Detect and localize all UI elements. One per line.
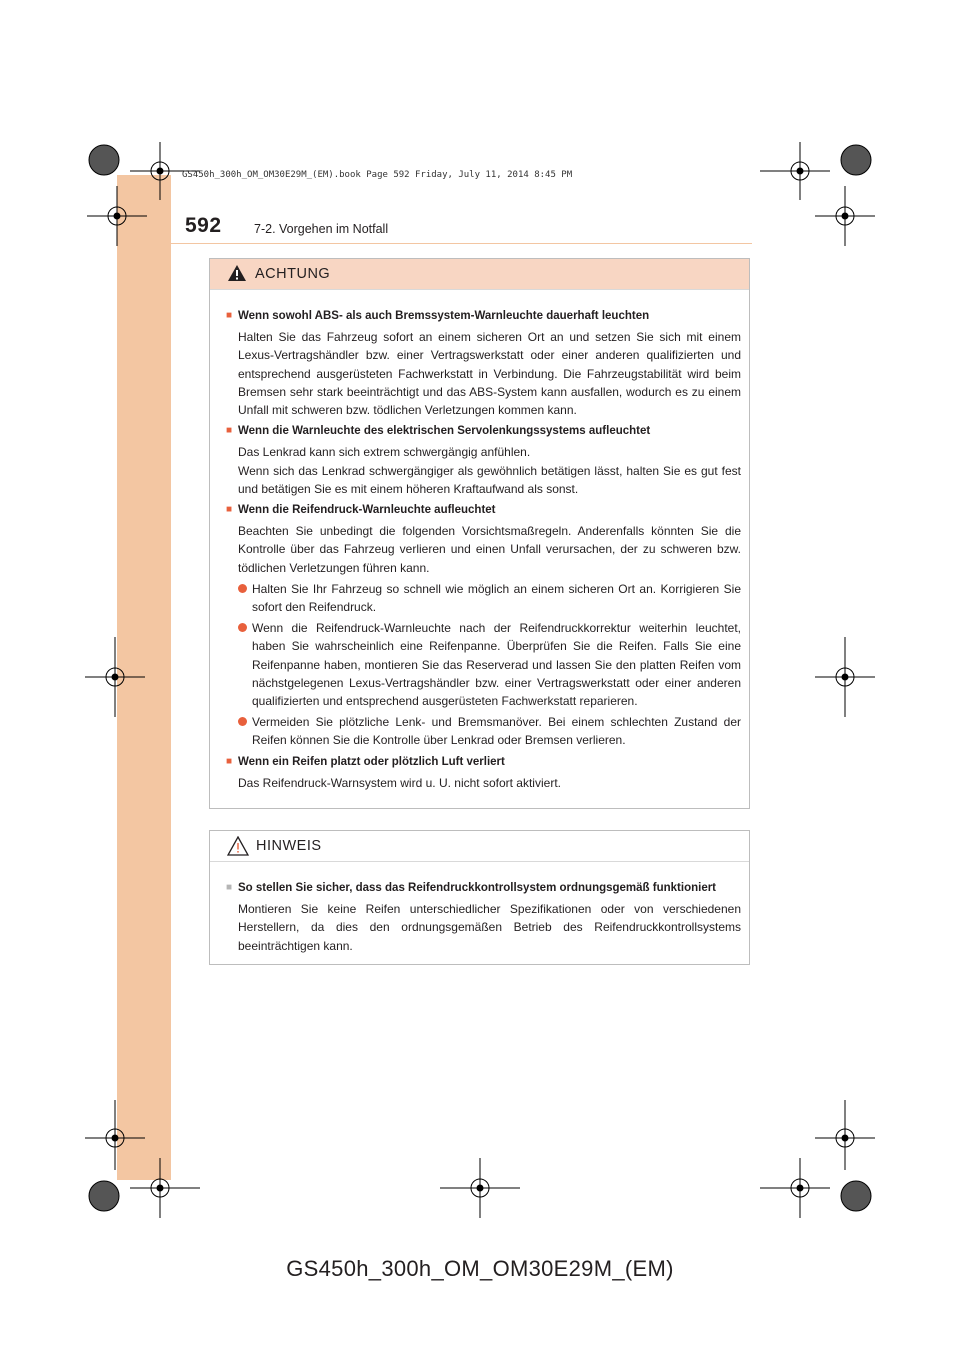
bullet-text: Halten Sie Ihr Fahrzeug so schnell wie möglich an einem sicheren Ort an. Korrigieren Sie sofort den Reifendruck.	[252, 581, 741, 615]
warning-bullet	[226, 619, 741, 710]
bullet-text: Vermeiden Sie plötzliche Lenk- und Bremsmanöver. Bei einem schlechten Zustand der Reifen können Sie die Kontrolle über Lenkrad oder Bremsen verlieren.	[252, 715, 741, 748]
notice-title: HINWEIS	[256, 838, 322, 854]
book-info-line: GS450h_300h_OM_OM30E29M_(EM).book Page 592 Friday, July 11, 2014 8:45 PM	[182, 170, 573, 180]
warning-box	[209, 258, 750, 809]
bullet-text: Wenn die Reifendruck-Warnleuchte nach der Reifendruckkorrektur weiterhin leuchtet, haben Sie wahrscheinlich eine Reifenpanne. Überprüfen Sie die Reifen. Falls Sie eine Reifenpanne haben, montieren Sie das Reserverad und lassen Sie den platten Reifen vom nächstgelegenen Lexus-Vertragshändler bzw. einer Vertragswerkstatt oder einer anderen qualifizierten und entsprechend ausgerüsteten Fachwerkstatt reparieren.	[252, 621, 741, 709]
notice-item-heading: ■ So stellen Sie sicher, dass das Reifendruckkontrollsystem ordnungsgemäß funktioniert	[226, 879, 741, 897]
warning-item-heading: ■ Wenn ein Reifen platzt oder plötzlich Luft verliert	[226, 753, 741, 771]
warning-bullet	[226, 713, 741, 749]
warning-bullet	[226, 580, 741, 616]
page-number: 592	[185, 214, 222, 237]
notice-header	[210, 831, 749, 862]
warning-paragraph: Wenn sich das Lenkrad schwergängiger als gewöhnlich betätigen lässt, halten Sie es gut fest und betätigen Sie es mit einem höheren Kraftaufwand als sonst.	[238, 463, 741, 496]
warning-triangle-icon	[227, 264, 247, 282]
warning-paragraph: Das Reifendruck-Warnsystem wird u. U. nicht sofort aktiviert.	[238, 775, 561, 790]
bullet-dot-icon	[238, 584, 247, 593]
notice-box	[209, 830, 750, 965]
section-title: 7-2. Vorgehen im Notfall	[254, 222, 389, 236]
warning-paragraph: Das Lenkrad kann sich extrem schwergängig anfühlen.	[238, 445, 531, 460]
warning-paragraph: Beachten Sie unbedingt die folgenden Vorsichtsmaßregeln. Anderenfalls könnten Sie die Kontrolle über das Fahrzeug verlieren und einen Unfall verursachen, der zu schweren bzw. tödlichen Verletzungen führen kann.	[238, 524, 741, 575]
warning-title: ACHTUNG	[255, 266, 331, 282]
warning-item-heading: ■ Wenn die Warnleuchte des elektrischen Servolenkungssystems aufleuchtet	[226, 422, 741, 440]
footer-document-code: GS450h_300h_OM_OM30E29M_(EM)	[286, 1256, 674, 1281]
notice-body	[210, 862, 749, 967]
warning-header	[210, 259, 749, 290]
warning-body	[210, 290, 749, 804]
bullet-dot-icon	[238, 623, 247, 632]
notice-paragraph: Montieren Sie keine Reifen unterschiedlicher Spezifikationen oder von verschiedenen Herstellern, da dies den ordnungsgemäßen Betrieb des Reifendruckkontrollsystems beeinträchtigen kann.	[238, 902, 741, 953]
warning-paragraph: Halten Sie das Fahrzeug sofort an einem sicheren Ort an und setzen Sie sich mit einem Lexus-Vertragshändler bzw. einer Vertragswerkstatt oder einer anderen qualifizierten und entsprechend ausgerüsteten Fachwerkstatt in Verbindung. Die Fahrzeugstabilität wird beim Bremsen sehr stark beeinträchtigt und das ABS-System kann ausfallen, wodurch es zu einem Unfall mit schweren bzw. tödlichen Verletzungen kommen kann.	[238, 330, 741, 418]
warning-item-heading: ■ Wenn sowohl ABS- als auch Bremssystem-Warnleuchte dauerhaft leuchten	[226, 307, 741, 325]
warning-item-heading: ■ Wenn die Reifendruck-Warnleuchte aufleuchtet	[226, 501, 741, 519]
notice-triangle-icon	[227, 836, 249, 856]
bullet-dot-icon	[238, 717, 247, 726]
